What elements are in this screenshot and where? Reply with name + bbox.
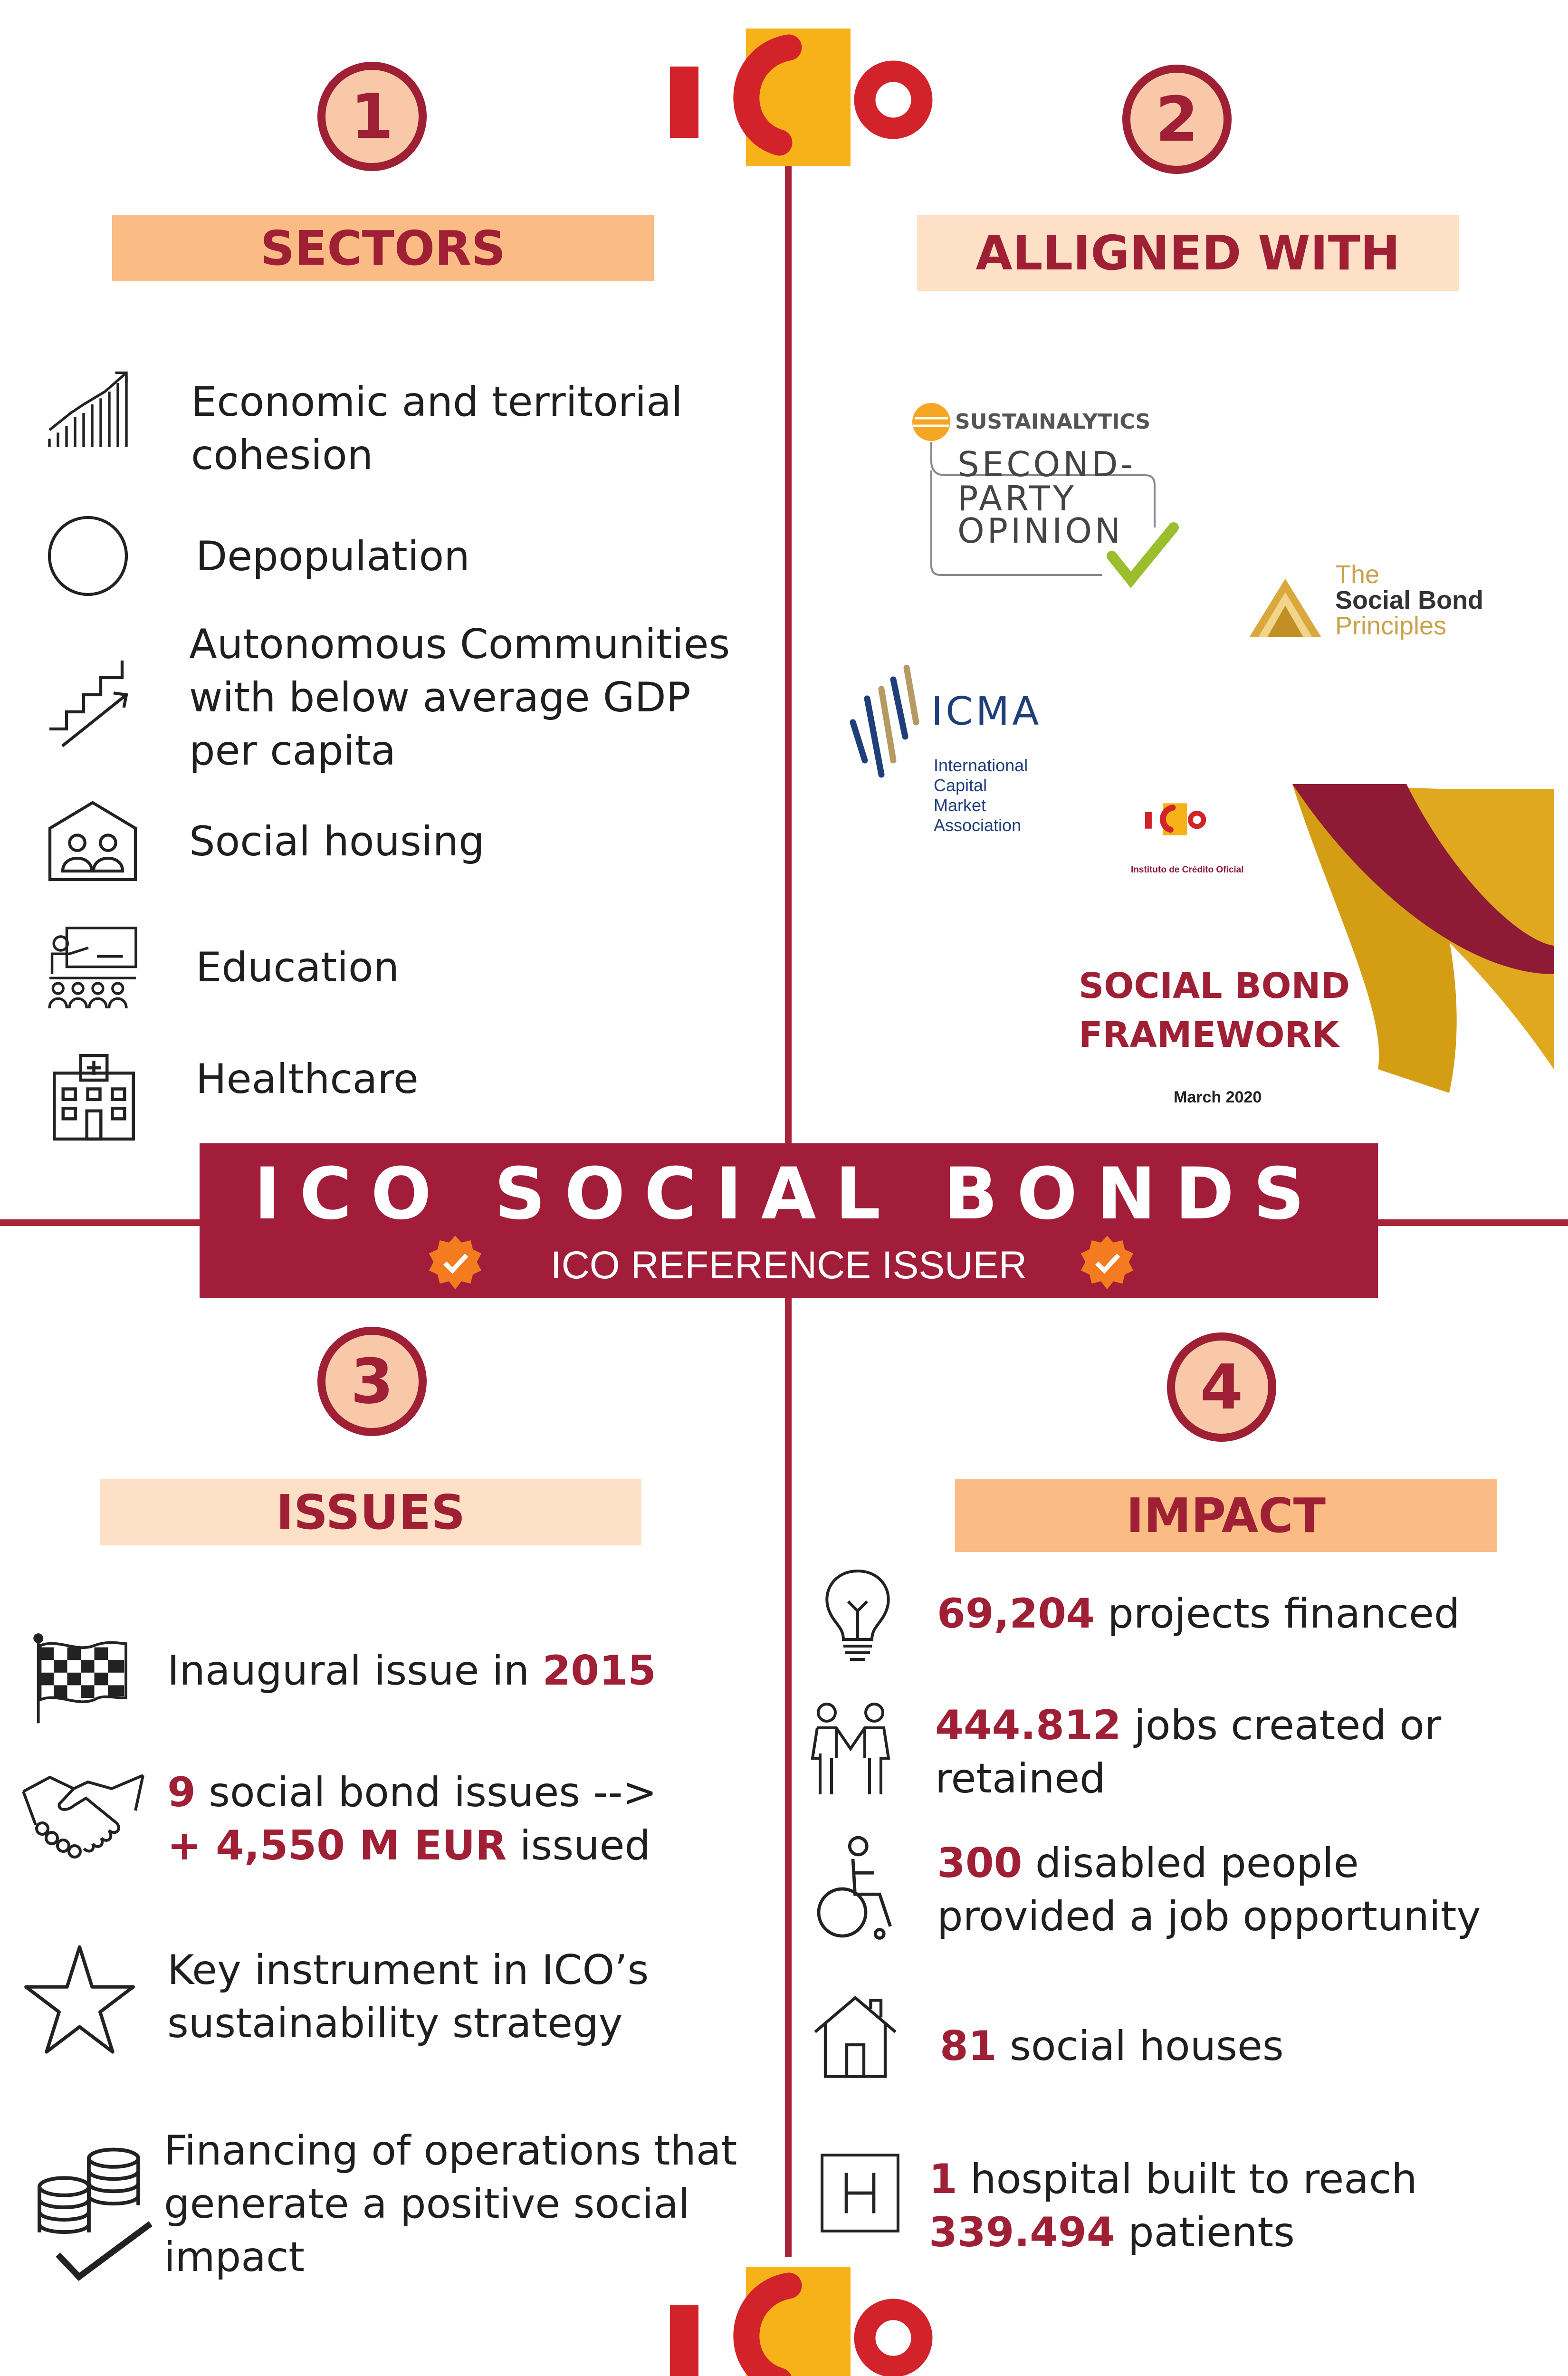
issue-amount: + 4,550 M EUR [167,1822,507,1869]
sector-item-2: Depopulation [196,533,470,580]
stairs-arrow-icon [45,661,131,746]
section-1-number: 1 [317,62,427,171]
issue-item-2 [167,1766,785,1872]
spo-line-1: SECOND- [957,444,1136,484]
wheelchair-icon [810,1834,896,1944]
house-icon [813,1991,898,2081]
sector-item-6: Healthcare [196,1055,419,1103]
impact-projects-label: projects financed [1094,1590,1460,1638]
impact-projects-value: 69,204 [937,1590,1095,1638]
section-2-heading: ALLIGNED WITH [917,215,1459,291]
impact-patients-value: 339.494 [929,2209,1115,2256]
lightbulb-icon [820,1568,896,1668]
issue-item-4: Financing of operations that generate a positive social impact [164,2127,737,2281]
banner-subtitle: ICO REFERENCE ISSUER [550,1244,1027,1287]
issue-item-1 [167,1644,761,1697]
issue-year: 2015 [542,1647,656,1695]
center-banner [200,1143,1378,1298]
framework-title-2: FRAMEWORK [1079,1015,1339,1055]
social-bond-principles-logo [1245,561,1501,646]
growth-chart-icon [45,366,131,451]
framework-ico-caption: Instituto de Crédito Oficial [1131,865,1244,875]
section-3-heading: ISSUES [100,1479,641,1545]
impact-item-5 [929,2153,1523,2259]
framework-date: March 2020 [1174,1088,1262,1106]
impact-houses-value: 81 [940,2022,997,2070]
icma-line-3: Market [934,795,986,815]
sector-item-1: Economic and territorial cohesion [191,378,683,479]
sector-item-4: Social housing [189,818,485,865]
impact-item-3 [937,1837,1531,1943]
icma-line-4: Association [934,815,1022,835]
issue-amount-label: issued [507,1822,651,1869]
ico-logo-bottom [670,2267,936,2376]
circle-icon [45,513,131,599]
hospital-h-icon [820,2153,900,2233]
sbp-line-2: Social Bond [1335,586,1484,614]
coins-check-icon [33,2143,157,2286]
sbp-line-3: Principles [1335,612,1447,640]
framework-cover [1045,784,1568,1126]
impact-hospital-value: 1 [929,2156,957,2203]
issue-count: 9 [167,1769,196,1816]
section-3-number: 3 [317,1327,427,1436]
impact-patients-label: patients [1115,2209,1295,2256]
impact-item-4 [940,2020,1510,2073]
framework-ico-logo [1145,803,1207,841]
impact-disabled-label: disabled people provided a job opportunity [937,1839,1481,1940]
section-4-heading: IMPACT [955,1479,1497,1552]
checkered-flag-icon [29,1635,133,1725]
verified-badge-icon [1079,1235,1136,1292]
icma-line-1: International [934,756,1028,775]
impact-houses-label: social houses [996,2022,1284,2070]
sector-item-5: Education [196,944,400,991]
banner-title: ICO SOCIAL BONDS [254,1153,1324,1236]
impact-jobs-value: 444.812 [935,1702,1121,1749]
section-1-heading: SECTORS [112,215,654,281]
spo-line-2: PARTY [957,479,1077,518]
framework-title-1: SOCIAL BOND [1079,966,1350,1006]
icma-name: ICMA [931,689,1042,734]
impact-hospital-label: hospital built to reach [957,2156,1417,2203]
sector-item-3: Autonomous Communities with below average GDP per capita [189,621,730,775]
classroom-icon [45,924,140,1015]
section-2-number: 2 [1122,65,1232,174]
house-people-icon [45,798,140,884]
star-icon [21,1944,138,2058]
handshake-icon [21,1768,145,1863]
sbp-line-1: The [1335,560,1380,589]
sustainalytics-brand: SUSTAINALYTICS [955,410,1151,434]
ico-logo-top [670,29,936,166]
impact-item-1 [937,1587,1555,1640]
impact-jobs-label: jobs created or retained [935,1702,1442,1802]
section-4-number: 4 [1167,1332,1276,1442]
issue-item-1-text: Inaugural issue in [167,1647,543,1695]
issue-count-label: social bond issues --> [195,1769,657,1816]
people-handshake-icon [803,1701,898,1796]
hospital-icon [50,1053,138,1143]
spo-line-3: OPINION [957,511,1123,551]
icma-line-2: Capital [934,776,987,795]
impact-disabled-value: 300 [937,1839,1023,1887]
issue-item-3: Key instrument in ICO’s sustainability strategy [167,1946,649,2047]
impact-item-2 [935,1699,1505,1805]
sustainalytics-spo-logo [903,399,1188,599]
